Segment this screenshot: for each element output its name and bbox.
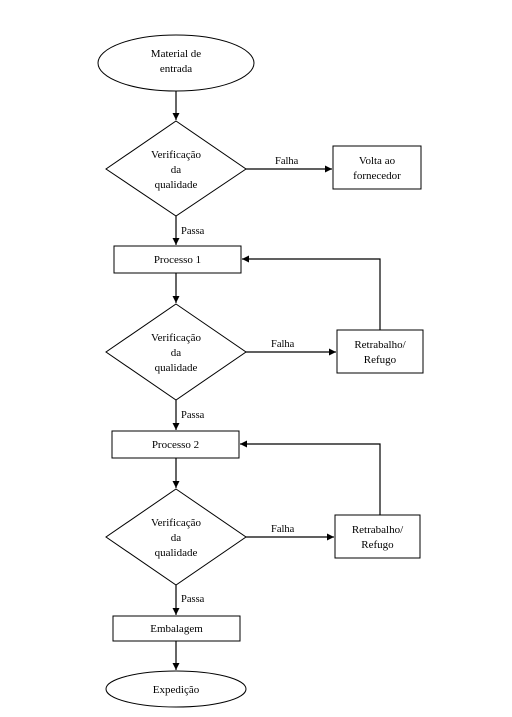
arrow-rework2-to-process2 xyxy=(240,444,380,515)
rework2-label-line1: Retrabalho/ xyxy=(351,524,404,536)
edge-label-pass-1: Passa xyxy=(181,226,205,237)
edge-label-fail-3: Falha xyxy=(271,524,295,535)
rework-scrap-node-2 xyxy=(335,515,420,558)
packaging-label: Embalagem xyxy=(150,623,203,635)
check3-label-line2: da xyxy=(170,532,182,544)
arrow-rework1-to-process1 xyxy=(242,259,380,330)
return-to-supplier-node xyxy=(333,146,421,189)
check1-label-line2: da xyxy=(170,164,182,176)
check1-label-line1: Verificação xyxy=(150,149,202,161)
process-1-node xyxy=(114,246,241,273)
check2-label-line1: Verificação xyxy=(150,332,202,344)
rework1-label-line2: Refugo xyxy=(363,354,397,366)
quality-check-1 xyxy=(106,121,246,216)
edge-label-pass-2: Passa xyxy=(181,410,205,421)
end-node xyxy=(106,671,246,707)
start-label-line2: entrada xyxy=(159,63,193,75)
process2-label: Processo 2 xyxy=(151,439,200,451)
rework1-label-line1: Retrabalho/ xyxy=(354,339,406,351)
packaging-node xyxy=(113,616,240,641)
check3-label-line3: qualidade xyxy=(154,547,198,559)
process1-label: Processo 1 xyxy=(153,254,202,266)
rework-scrap-node-1 xyxy=(337,330,423,373)
edge-label-fail-2: Falha xyxy=(271,339,295,350)
supplier-label-line1: Volta ao xyxy=(358,155,396,167)
process-2-node xyxy=(112,431,239,458)
start-label-line1: Material de xyxy=(150,48,202,60)
check2-label-line3: qualidade xyxy=(154,362,198,374)
start-node xyxy=(98,35,254,91)
check2-label-line2: da xyxy=(170,347,182,359)
check3-label-line1: Verificação xyxy=(150,517,202,529)
quality-check-3 xyxy=(106,489,246,585)
quality-check-2 xyxy=(106,304,246,400)
supplier-label-line2: fornecedor xyxy=(353,170,401,182)
check1-label-line3: qualidade xyxy=(154,179,198,191)
edge-label-pass-3: Passa xyxy=(181,594,205,605)
end-label: Expedição xyxy=(152,684,200,696)
edge-label-fail-1: Falha xyxy=(275,156,299,167)
rework2-label-line2: Refugo xyxy=(361,539,394,551)
